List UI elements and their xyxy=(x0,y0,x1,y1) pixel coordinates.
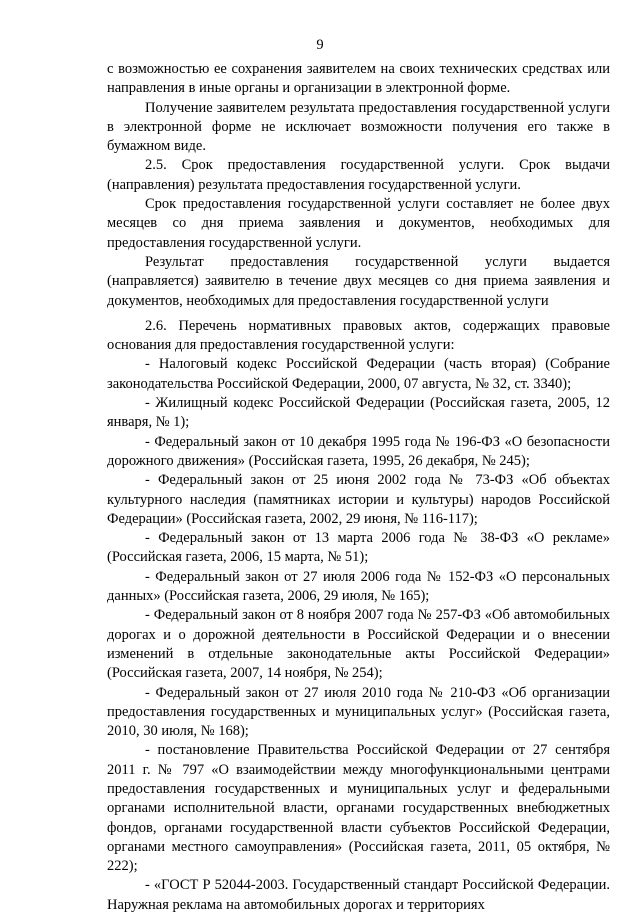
paragraph: Срок предоставления государственной услуги составляет не более двух месяцев со дня приема заявления и документов, необходимых для предоставления государственной услуги. xyxy=(107,196,610,251)
paragraph: с возможностью ее сохранения заявителем на своих технических средствах или направления в иные органы и организации в электронной форме. xyxy=(107,61,610,97)
paragraph: - Налоговый кодекс Российской Федерации (часть вторая) (Собрание законодательства Российской Федерации, 2000, 07 августа, № 32, ст. 3340); xyxy=(107,356,610,392)
paragraph: Получение заявителем результата предоставления государственной услуги в электронной форме не исключает возможности получения его также в бумажном виде. xyxy=(107,99,610,155)
paragraph: 2.5. Срок предоставления государственной услуги. Срок выдачи (направления) результата предоставления государственной услуги. xyxy=(107,157,610,193)
paragraph: - постановление Правительства Российской Федерации от 27 сентября 2011 г. № 797 «О взаимодействии между многофункциональными центрами предоставления государственных и муниципальных услуг и федеральными органами исполнительной власти, органами государственных внебюджетных фондов, органами государственной власти субъектов Российской Федерации, органами местного самоуправления» (Российская газета, 2011, 05 октября, № 222); xyxy=(107,742,610,875)
document-body xyxy=(107,60,610,915)
paragraph: - «ГОСТ Р 52044-2003. Государственный стандарт Российской Федерации. Наружная реклама на автомобильных дорогах и территориях xyxy=(107,877,610,913)
paragraph: - Федеральный закон от 10 декабря 1995 года № 196-ФЗ «О безопасности дорожного движения» (Российская газета, 1995, 26 декабря, № 245); xyxy=(107,433,610,469)
paragraph: 2.6. Перечень нормативных правовых актов, содержащих правовые основания для предоставления государственной услуги: xyxy=(107,317,610,354)
paragraph: - Федеральный закон от 13 марта 2006 года № 38-ФЗ «О рекламе» (Российская газета, 2006, 15 марта, № 51); xyxy=(107,530,610,566)
page-number: 9 xyxy=(316,37,324,53)
paragraph: - Федеральный закон от 8 ноября 2007 года № 257-ФЗ «Об автомобильных дорогах и о дорожной деятельности в Российской Федерации и о внесении изменений в отдельные законодательные акты Российской Федерации» (Российская газета, 2007, 14 ноября, № 254); xyxy=(107,607,610,682)
paragraph: - Федеральный закон от 27 июля 2006 года № 152-ФЗ «О персональных данных» (Российская газета, 2006, 29 июля, № 165); xyxy=(107,568,610,605)
paragraph: - Жилищный кодекс Российской Федерации (Российская газета, 2005, 12 января, № 1); xyxy=(107,395,610,431)
paragraph: Результат предоставления государственной услуги выдается (направляется) заявителю в течение двух месяцев со дня приема заявления и документов, необходимых для предоставления государственной услуги xyxy=(107,253,610,309)
paragraph: - Федеральный закон от 25 июня 2002 года № 73-ФЗ «Об объектах культурного наследия (памятниках истории и культуры) народов Российской Федерации» (Российская газета, 2002, 29 июня, № 116-117); xyxy=(107,472,610,527)
paragraph: - Федеральный закон от 27 июля 2010 года № 210-ФЗ «Об организации предоставления государственных и муниципальных услуг» (Российская газета, 2010, 30 июля, № 168); xyxy=(107,684,610,740)
